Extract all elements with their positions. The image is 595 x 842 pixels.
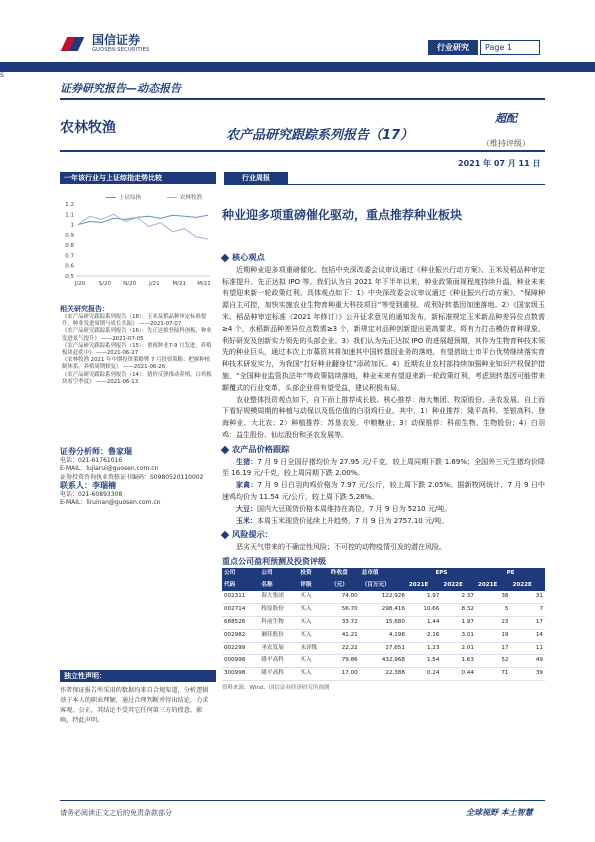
series-line-2 [78,214,208,239]
table-cell: 隆平高科 [259,655,298,668]
guosen-logo-icon [64,37,86,51]
chart-title: 一年该行业与上证综指走势比较 [60,172,216,184]
table-cell: 圣农发展 [259,642,298,655]
table-cell: 5 [476,604,511,617]
th: PE [476,568,545,580]
table-cell: 4,198 [360,629,407,642]
x-tick-label: J/21 [149,281,160,287]
x-tick-label: S/20 [98,281,111,287]
weekly-tag: 行业周报 [224,172,288,184]
table-cell: 17.00 [329,668,360,681]
table-header-row [222,568,545,580]
table-body [222,591,545,680]
price-item [222,504,545,516]
related-item[interactable]: 《农林牧渔 2021 年中期投资策略暨 7 月投资策略：把握种植制体系，养殖周期修复》 ——2021-06-26 [62,357,210,371]
table-cell: 牧原股份 [259,604,298,617]
table-cell: 79.86 [329,655,360,668]
th: 名称 [259,580,298,592]
analyst-label: 证券分析师： [60,447,108,456]
table-cell: 22,388 [360,668,407,681]
table-cell: 1.23 [407,642,442,655]
x-tick-label: M/21 [172,281,187,287]
table-cell: 688526 [222,616,259,629]
th: 投资 [298,568,329,580]
header-bar [0,62,595,72]
table-cell: 33.72 [329,616,360,629]
table-cell: 122,926 [360,591,407,603]
table-cell: 19 [476,629,511,642]
th: （元） [329,580,360,592]
disclaimer-title: 独立性声明： [60,670,216,682]
table-cell: 1.63 [441,655,476,668]
divider [60,98,545,100]
table-cell: 买入 [298,604,329,617]
risk-text: 恶劣天气带来的不确定性风险；不可控的动物疫情引发的潜在风险。 [236,543,446,552]
analyst-name: 鲁家瑞 [108,447,132,456]
diamond-bullet-icon [221,531,229,539]
analyst-license: 证券投资咨询执业资格证书编码：S0980520110002 [60,473,204,481]
th: 公司 [259,568,298,580]
legend-label: 农林牧渔 [180,195,203,201]
table-row [222,629,545,642]
side-mark: S [0,72,4,79]
table-header-row [222,580,545,592]
table-cell: 27,651 [360,642,407,655]
category-tag: 行业研究 [428,40,478,55]
contact-name: 李瑞楠 [92,480,116,490]
table-cell: 49 [510,655,545,668]
diamond-bullet-icon [221,254,229,262]
table-cell: 科前生物 [259,616,298,629]
table-cell: 2.01 [441,642,476,655]
y-tick-label: 0.8 [65,243,74,250]
th: 总市值 [360,568,407,580]
table-cell: 17 [510,616,545,629]
x-tick-label: J/20 [74,281,86,287]
table-cell: 买入 [298,629,329,642]
report-title: 农产品研究跟踪系列报告（17） [226,128,414,143]
section-title: 核心观点 [232,252,265,262]
y-tick-label: 0.6 [65,263,74,270]
table-cell: 买入 [298,668,329,681]
table-row [222,604,545,617]
table-row [222,642,545,655]
table-cell: 002299 [222,642,259,655]
price-text: 本周玉米现货价延续上升趋势，7 月 9 日为 2757.10 元/吨。 [257,516,449,525]
price-item [222,480,545,504]
table-cell: 38 [476,591,511,603]
section-price [222,444,545,456]
table-row [222,655,545,668]
y-tick-label: 1 [70,222,74,229]
table-cell: 002311 [222,591,259,603]
chart-panel [60,172,216,184]
table-cell: 300998 [222,668,259,681]
analyst-info [60,448,216,507]
legend-label: 上证综指 [119,195,142,201]
section-core [222,252,545,264]
core-paragraph-1: 近期种业迎多项重磅催化。包括中央深改委会议审议通过《种业振兴行动方案》、玉米及稻品种审定标准提升、先正达拟 IPO 等。我们认为自 2021 年下半年以来，种业政策面视程度持续升温，种业未来有望迎来新一轮政策红利。具体观点如下：1）中央深改委会议审议通过《种业振兴行动方案》，“保障种源自主可控，加快实施农业生物育种重大科技项目”等受到重视，或利好转基因加速落地。2）《国家级玉米、稻品种审定标准（2021 年修订）》公开征求意见的通知发布，新标准规定玉米新品种差异位点数需≥4 个，水稻新品种差异位点数需≥3 个，新规定对品种创新提出更高要求，将有力打击模仿育种现象，利好研发及创新实力领先的头部企业。3）我们认为先正达拟 IPO 的进展超预期，其作为生物育种技术领先的种业巨头，通过本次上市募资其将加速其中国转基因业务的落地，有望借助上市平台优势继续落实育种技术研发实力，为我国“打好种业翻身仗”添砖加瓦。4）近期农业农村部持续加强种业知识产权保护措施，“全国种业监管执法年”等政策陆续落地，种业未来有望迎来新一轮政策红利，考虑到转基因可能带来颠覆式的行业变革，头部企业将有望受益，建议积极布局。 [222,265,545,392]
table-row [222,616,545,629]
table-cell: 3.01 [441,629,476,642]
table-cell: 0.44 [441,668,476,681]
related-item[interactable]: 《农产品研究跟踪系列报告（15）：重视种业7-9 月发进，养殖板块赶底中》 ——2021-06-27 [62,342,212,357]
table-cell: 11 [510,642,545,655]
price-item [222,516,545,528]
analyst-phone: 电话：021-61761016 [60,457,123,465]
disclaimer-text: 作者保证报告所采用的数据均来自合规渠道，分析逻辑基于本人的职业理解，通过合理判断并得出结论，力求客观、公正，其结论不受其它任何第三方的授意、影响，特此声明。 [60,687,209,724]
table-cell: 0.24 [407,668,442,681]
table-cell: 17 [476,642,511,655]
table-cell: 56.70 [329,604,360,617]
table-row [222,668,545,681]
main-content [222,250,545,695]
th: 2021E [407,580,442,592]
table-cell: 8.32 [441,604,476,617]
analyst-email[interactable]: E-MAIL：lujiarui@guosen.com.cn [60,465,159,473]
contact-label: 联系人： [60,480,92,490]
legend-swatch-1 [106,197,116,198]
diamond-bullet-icon [221,445,229,453]
rating: 超配 [495,112,517,125]
table-cell: 14 [510,629,545,642]
table-cell: 31 [510,591,545,603]
y-tick-label: 0.5 [65,274,74,280]
table-cell: 买入 [298,591,329,603]
divider [60,150,545,152]
price-label: 大豆： [236,504,257,513]
footer-disclaimer: 请务必阅读正文之后的免责条款部分 [60,809,172,817]
brand-name-cn: 国信证券 [92,33,141,47]
table-cell: 买入 [298,616,329,629]
table-cell: 10.66 [407,604,442,617]
table-cell: 002982 [222,629,259,642]
section-title: 风险提示： [232,529,273,540]
price-text: 7 月 9 日白羽肉鸡价格为 7.97 元/公斤，较上周下跌 2.05%。据新牧网统计，7 月 9 日中速鸡均价为 11.54 元/公斤，较上周下跌 5.26%。 [222,481,545,501]
th: 2021E [476,580,511,592]
headline: 种业迎多项重磅催化驱动，重点推荐种业板块 [222,208,463,222]
table-cell: 湘佳股份 [259,629,298,642]
section-risk [222,529,545,541]
related-list [62,314,212,386]
price-label: 家禽： [236,481,258,490]
forecast-table [222,568,545,681]
table-source: 资料来源：Wind、国信证券经济研究所预测 [222,684,330,691]
table-title: 重点公司盈利预测及投资评级 [222,556,326,566]
brand-logo [64,34,150,53]
series-label: 证券研究报告—动态报告 [60,82,181,95]
th: 公司 [222,568,259,580]
related-item[interactable]: 《农产品研究跟踪系列报告（14）：猪价反弹推动养殖，白鸡板块看空季度》 ——2021-06-13 [62,371,212,385]
th: 2022E [441,580,476,592]
price-text: 国内大豆现货价格本周维持在高位，7 月 9 日为 5210 元/吨。 [257,504,452,513]
th: EPS [407,568,476,580]
table-cell: 买入 [298,655,329,668]
related-title: 相关研究报告： [60,305,109,313]
report-date: 2021 年 07 月 11 日 [458,159,541,168]
table-cell: 002714 [222,604,259,617]
th: 2022E [510,580,545,592]
contact-email[interactable]: E-MAIL：liruinan@guosen.com.cn [60,499,161,507]
table-cell: 22.22 [329,642,360,655]
table-cell: 未评级 [298,642,329,655]
brand-name-en: GUOSEN SECURITIES [92,47,150,53]
y-tick-label: 1.2 [65,202,74,208]
divider [224,184,545,185]
price-label: 生猪： [236,457,258,466]
table-cell: 298,416 [360,604,407,617]
y-tick-label: 0.7 [65,253,74,260]
table-cell: 000998 [222,655,259,668]
table-cell: 7 [510,604,545,617]
price-label: 玉米： [236,516,257,525]
trend-chart [60,200,216,298]
table-cell: 39 [510,668,545,681]
table-cell: 2.37 [441,591,476,603]
table-cell: 71 [476,668,511,681]
y-tick-label: 1.1 [65,212,74,219]
table-cell: 1.97 [441,616,476,629]
rating-sub: （维持评级） [482,139,530,148]
table-cell: 1.54 [407,655,442,668]
footer-slogan: 全球视野 本土智慧 [466,808,533,817]
related-item[interactable]: 《农产品研究跟踪系列报告（18）：玉米及稻品种审定标准提升，种业发进周期与成长共振》 ——2021-07-07 [62,314,207,328]
price-text: 7 月 9 日全国仔猪均价为 27.95 元/千克，较上周同期下跌 1.69%；全国外三元生猪均价降至 16.19 元/千克，较上周同期下跌 2.00%。 [222,457,545,478]
core-paragraph-2: 农业整体投资观点如下，自下而上推荐成长股。核心推荐：海大集团、牧原股份、圣农发展、自上而下看好规模周期的种植与动保以及低估值的白羽鸡行业。其中，1）种业推荐：隆平高科、荃银高科、登海种业、大北农；2）种植推荐：苏垦农发、中粮糖业；3）动保推荐：科前生物、生物股份；4）白羽鸡：益生股份、仙坛股份和圣农发展等。 [222,395,545,439]
y-tick-label: 0.9 [65,232,74,239]
table-cell: 海大集团 [259,591,298,603]
page-number: Page 1 [480,40,540,55]
industry-name: 农林牧渔 [60,120,116,136]
table-cell: 74.00 [329,591,360,603]
table-cell: 52 [476,655,511,668]
table-cell: 隆平高科 [259,668,298,681]
table-row [222,591,545,603]
price-item [222,457,545,481]
footer-divider [60,800,545,801]
section-title: 农产品价格跟踪 [232,443,290,454]
table-cell: 432,968 [360,655,407,668]
x-tick-label: N/20 [123,281,137,287]
contact-phone: 电话：021-60893308 [60,491,123,499]
x-tick-label: M/21 [197,281,211,287]
table-cell: 2.16 [407,629,442,642]
table-cell: 1.44 [407,616,442,629]
th: 评级 [298,580,329,592]
related-item[interactable]: 《农产品研究跟踪系列报告（16）：先正达拟登陆科创板，种业发进景气提升》 ——2021-07-05 [62,328,212,342]
th: （百万元） [360,580,407,592]
legend-swatch-2 [167,197,177,198]
series-line-1 [78,215,208,224]
disclaimer-header [60,670,216,682]
table-cell: 15,680 [360,616,407,629]
th: 昨收盘 [329,568,360,580]
table-cell: 1.97 [407,591,442,603]
table-cell: 23 [476,616,511,629]
th: 代码 [222,580,259,592]
table-cell: 41.21 [329,629,360,642]
